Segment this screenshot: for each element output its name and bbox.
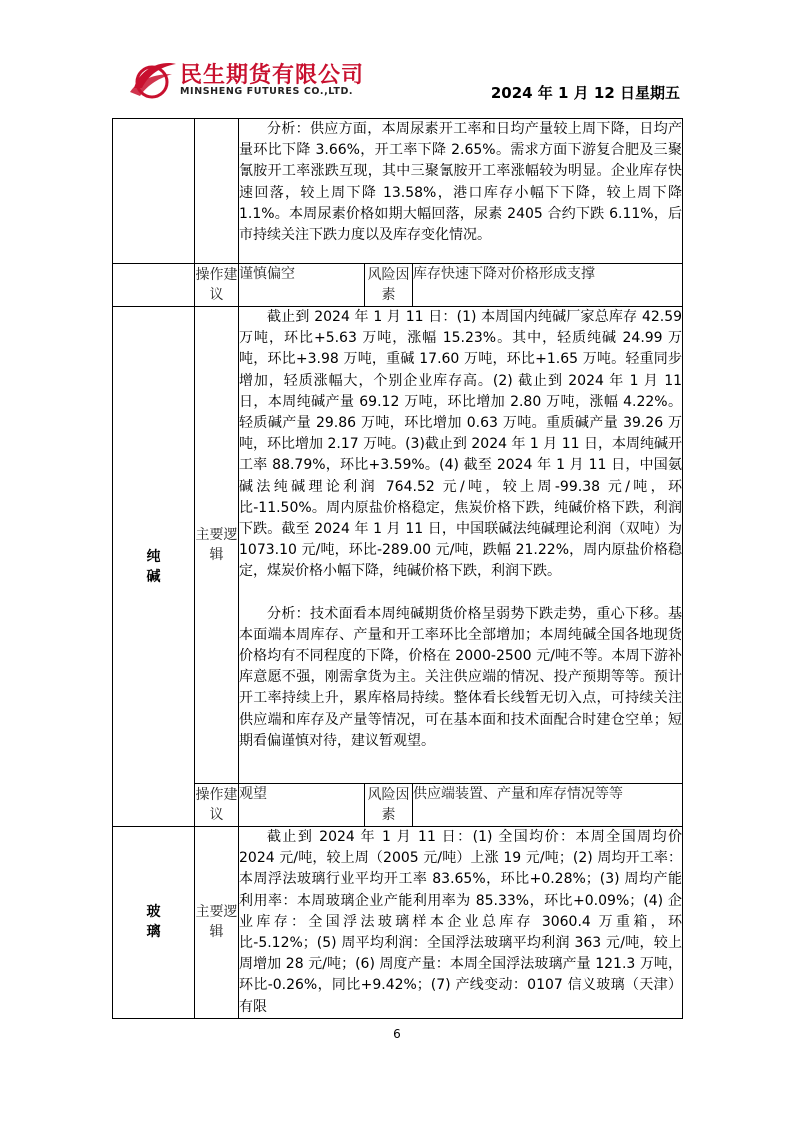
soda-op-advice-label: 操作建议: [195, 784, 239, 827]
urea-category-cell: [113, 119, 195, 264]
soda-category-label: [113, 307, 195, 827]
soda-logic-text: 截止到 2024 年 1 月 11 日：(1) 本周国内纯碱厂家总库存 42.59 万吨，环比+5.63 万吨，涨幅 15.23%。其中，轻质纯碱 24.99 万吨，环比+3.98 万吨，重碱 17.60 万吨，环比+1.65 万吨。轻重同步增加，轻质涨幅大，个别企业库存高。(2) 截止到 2024 年 1 月 11 日，本周纯碱产量 69.12 万吨，环比增加 2.80 万吨，涨幅 4.22%。轻质碱产量 29.86 万吨，环比增加 0.63 万吨。重质碱产量 39.26 万吨，环比增加 2.17 万吨。(3)截止到 2024 年 1 月 11 日，本周纯碱开工率 88.79%，环比+3.59%。(4) 截至 2024 年 1 月 11 日，中国氨碱法纯碱理论利润 764.52 元/吨，较上周-99.38 元/吨，环比-11.50%。周内原盐价格稳定，焦炭价格下跌，纯碱价格下跌，利润下跌。截至 2024 年 1 月 11 日，中国联碱法纯碱理论利润（双吨）为 1073.10 元/吨，环比-289.00 元/吨，跌幅 21.22%，周内原盐价格稳定，煤炭价格小幅下降，纯碱价格下跌，利润下跌。: [239, 309, 683, 580]
soda-risk-factor-label: 风险因素: [365, 784, 413, 827]
urea-analysis-cell: [239, 119, 683, 264]
op-advice-label: 操作建议: [195, 264, 239, 307]
glass-logic-cell: [239, 827, 683, 1019]
urea-op-row: [113, 264, 683, 307]
soda-op-row: [113, 784, 683, 827]
soda-risk-factor-value: 供应端装置、产量和库存情况等等: [413, 784, 683, 827]
logo-chinese-name: 民生期货有限公司: [180, 63, 365, 88]
soda-logic-cell: [239, 307, 683, 784]
glass-logic-row: [113, 827, 683, 1019]
glass-logic-label: 主要逻辑: [195, 827, 239, 1019]
minsheng-logo-icon: [128, 58, 178, 100]
soda-logic-row: [113, 307, 683, 784]
urea-label-cell: [195, 119, 239, 264]
page-header: [112, 52, 680, 112]
urea-analysis-row: [113, 119, 683, 264]
risk-factor-value: 库存快速下降对价格形成支撑: [413, 264, 683, 307]
urea-category-cell-2: [113, 264, 195, 307]
report-date: 2024 年 1 月 12 日星期五: [490, 84, 680, 102]
company-logo: [128, 56, 388, 104]
page-number: 6: [393, 1027, 401, 1041]
urea-analysis-text: 分析：供应方面，本周尿素开工率和日均产量较上周下降，日均产量环比下降 3.66%，开工率下降 2.65%。需求方面下游复合肥及三聚氰胺开工率涨跌互现，其中三聚氰胺开工率涨幅较为明显。企业库存快速回落，较上周下降 13.58%，港口库存小幅下下降，较上周下降 1.1%。本周尿素价格如期大幅回落，尿素 2405 合约下跌 6.11%，后市持续关注下跌力度以及库存变化情况。: [239, 121, 683, 244]
op-advice-value: 谨慎偏空: [239, 264, 365, 307]
glass-category-label: [113, 827, 195, 1019]
risk-factor-label: 风险因素: [365, 264, 413, 307]
soda-analysis-text: 分析：技术面看本周纯碱期货价格呈弱势下跌走势，重心下移。基本面端本周库存、产量和开工率环比全部增加；本周纯碱全国各地现货价格均有不同程度的下降，价格在 2000-2500 元/吨不等。本周下游补库意愿不强，刚需拿货为主。关注供应端的情况、投产预期等等。预计开工率持续上升，累库格局持续。整体看长线暂无切入点，可持续关注供应端和库存及产量等情况，可在基本面和技术面配合时建仓空单；短期看偏谨慎对待，建议暂观望。: [239, 605, 683, 749]
soda-logic-label: 主要逻辑: [195, 307, 239, 784]
soda-op-advice-value: 观望: [239, 784, 365, 827]
logo-english-name: MINSHENG FUTURES CO.,LTD.: [180, 86, 354, 97]
commodity-table: [112, 118, 683, 1019]
glass-logic-text: 截止到 2024 年 1 月 11 日：(1) 全国均价：本周全国周均价 2024 元/吨，较上周（2005 元/吨）上涨 19 元/吨；(2) 周均开工率：本周浮法玻璃行业平均开工率 83.65%，环比+0.28%；(3) 周均产能利用率：本周玻璃企业产能利用率为 85.33%，环比+0.09%；(4) 企业库存：全国浮法玻璃样本企业总库存 3060.4 万重箱，环比-5.12%；(5) 周平均利润：全国浮法玻璃平均利润 363 元/吨，较上周增加 28 元/吨；(6) 周度产量：本周全国浮法玻璃产量 121.3 万吨，环比-0.26%，同比+9.42%；(7) 产线变动：0107 信义玻璃（天津）有限: [239, 829, 683, 1015]
glass-category-text: 玻璃: [146, 904, 161, 941]
soda-category-text: 纯碱: [146, 548, 161, 585]
